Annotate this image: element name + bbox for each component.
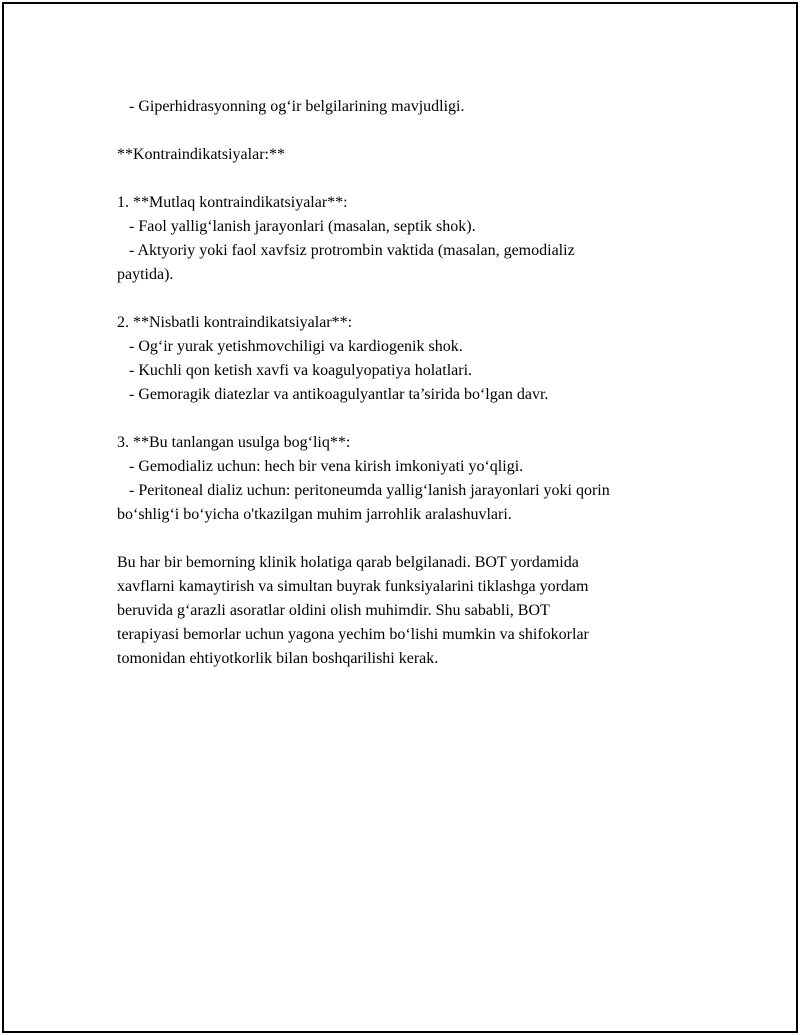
- conclusion-line: terapiyasi bemorlar uchun yagona yechim bo‘lishi mumkin va shifokorlar: [117, 626, 589, 643]
- list-item: - Peritoneal dializ uchun: peritoneumda yallig‘lanish jarayonlari yoki qorin: [129, 482, 610, 499]
- list-item-continuation: paytida).: [117, 266, 174, 283]
- list-item: - Og‘ir yurak yetishmovchiligi va kardiogenik shok.: [129, 338, 463, 355]
- spacer: [117, 527, 677, 551]
- conclusion-line: xavflarni kamaytirish va simultan buyrak funksiyalarini tiklashga yordam: [117, 578, 589, 595]
- list-item: - Faol yallig‘lanish jarayonlari (masalan, septik shok).: [129, 218, 476, 235]
- list-item: - Gemoragik diatezlar va antikoagulyantlar ta’sirida bo‘lgan davr.: [129, 386, 549, 403]
- spacer: [117, 119, 677, 143]
- conclusion-line: Bu har bir bemorning klinik holatiga qarab belgilanadi. BOT yordamida: [117, 554, 579, 571]
- contraindications-heading: **Kontraindikatsiyalar:**: [117, 146, 285, 163]
- spacer: [117, 167, 677, 191]
- spacer: [117, 287, 677, 311]
- conclusion-line: beruvida g‘arazli asoratlar oldini olish muhimdir. Shu sababli, BOT: [117, 602, 550, 619]
- section-heading-relative: 2. **Nisbatli kontraindikatsiyalar**:: [117, 314, 353, 331]
- list-item: - Aktyoriy yoki faol xavfsiz protrombin vaktida (masalan, gemodializ: [129, 242, 575, 259]
- list-item: - Kuchli qon ketish xavfi va koagulyopatiya holatlari.: [129, 362, 473, 379]
- document-body: [117, 95, 677, 671]
- spacer: [117, 407, 677, 431]
- section-heading-method: 3. **Bu tanlangan usulga bog‘liq**:: [117, 434, 351, 451]
- intro-bullet: - Giperhidrasyonning og‘ir belgilarining mavjudligi.: [129, 98, 465, 115]
- list-item-continuation: bo‘shlig‘i bo‘yicha o'tkazilgan muhim jarrohlik aralashuvlari.: [117, 506, 512, 523]
- section-heading-absolute: 1. **Mutlaq kontraindikatsiyalar**:: [117, 194, 348, 211]
- conclusion-line: tomonidan ehtiyotkorlik bilan boshqarilishi kerak.: [117, 650, 439, 667]
- list-item: - Gemodializ uchun: hech bir vena kirish imkoniyati yo‘qligi.: [129, 458, 524, 475]
